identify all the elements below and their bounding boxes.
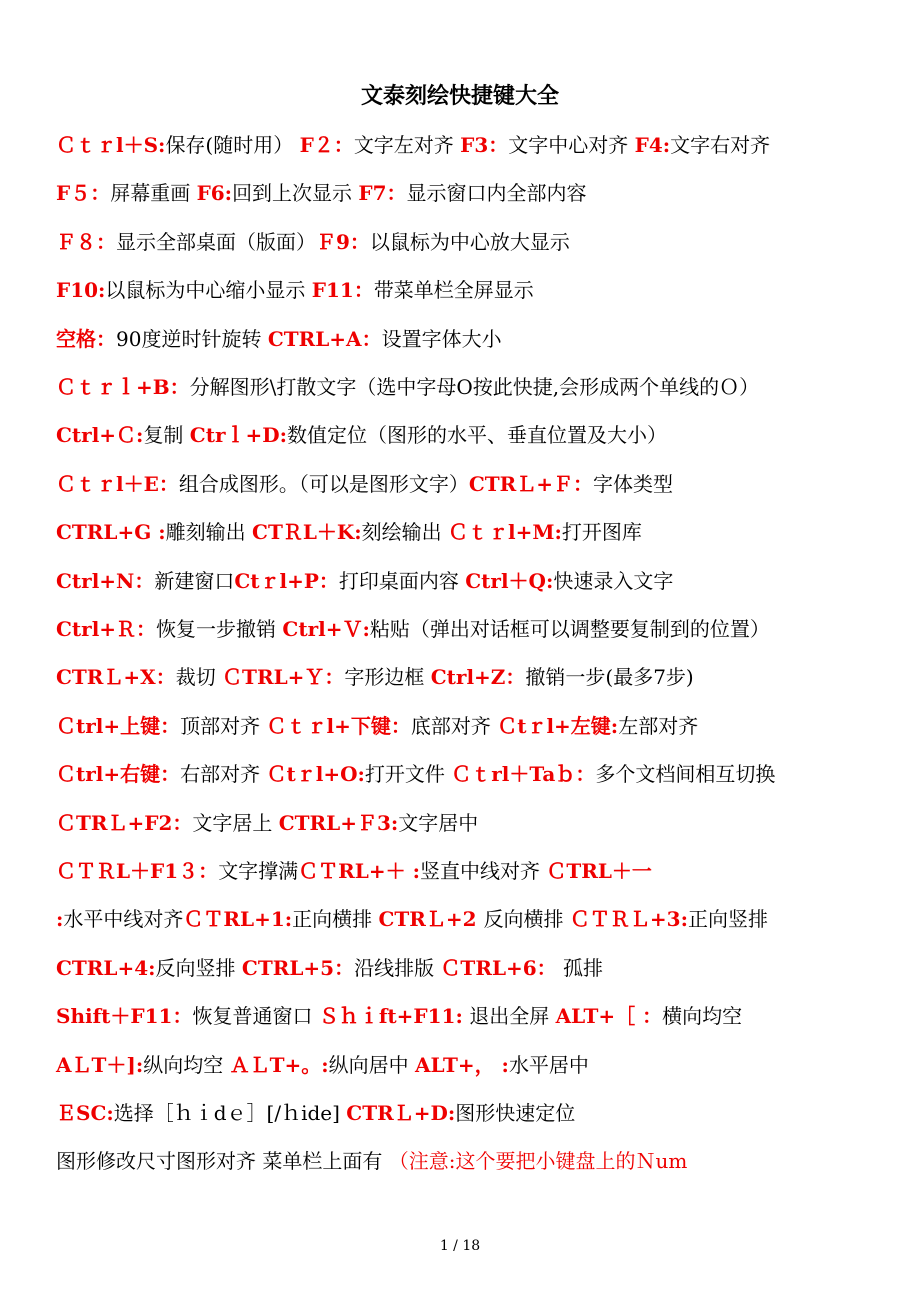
shortcut-key: F11：	[311, 278, 374, 303]
page-number: 1 / 18	[439, 1238, 481, 1254]
shortcut-description: 组合成图形。（可以是图形文字）	[178, 471, 469, 496]
shortcut-key: ＣＴＲＬ+3:	[569, 907, 688, 932]
shortcut-line	[56, 759, 906, 789]
shortcut-description: 设置字体大小	[381, 326, 502, 351]
shortcut-key: ＣTRＬ+F2：	[56, 810, 193, 835]
shortcut-description: 显示全部桌面（版面）	[116, 229, 316, 254]
shortcut-line	[56, 953, 906, 983]
shortcut-line	[56, 1050, 906, 1080]
shortcut-description: 撤销一步(最多7步)	[525, 665, 694, 690]
shortcut-description: 左部对齐	[618, 713, 699, 738]
shortcut-line	[56, 808, 906, 838]
shortcut-description: 以鼠标为中心缩小显示	[105, 278, 312, 303]
shortcut-key: CTRL+A：	[267, 326, 382, 351]
shortcut-key: ALT+［ ：	[555, 1004, 663, 1029]
shortcut-description: 屏幕重画	[110, 181, 197, 206]
shortcut-key: CTRＬ+D:	[346, 1101, 456, 1125]
shortcut-key: Ｃｔｒl+下键：	[266, 713, 411, 738]
shortcut-key: CTRL+G :	[56, 520, 166, 545]
shortcut-description: 顶部对齐	[180, 713, 267, 738]
shortcut-description: 打开图库	[561, 520, 642, 545]
shortcut-description: 正向横排	[292, 907, 379, 932]
shortcut-key: Ctrl+N：	[56, 568, 155, 593]
shortcut-description: 文字左对齐	[353, 133, 461, 157]
shortcut-line	[56, 1098, 906, 1128]
shortcut-key: Ctrｌ+D:	[189, 423, 287, 448]
shortcut-description: 打开文件	[364, 762, 452, 787]
note-text: （注意:这个要把小键盘上的Ｎum	[388, 1149, 688, 1174]
shortcut-key: Ｓｈｉft+F11:	[318, 1004, 463, 1029]
shortcut-key: Ctrl+Ｒ：	[56, 617, 157, 641]
shortcut-description: 纵向居中	[328, 1052, 415, 1077]
shortcut-key: Ctrl+Z：	[430, 665, 526, 690]
shortcut-key: ＡＬT+。:	[229, 1052, 329, 1077]
shortcut-line	[56, 1001, 906, 1031]
shortcut-description: 图形快速定位	[455, 1101, 576, 1125]
shortcut-key: Ctrl＋Q:	[465, 568, 554, 593]
shortcut-key: Ｆ9：	[316, 229, 370, 254]
shortcut-key: Ctrl+Ｃ:	[56, 423, 144, 448]
shortcut-key: F6:	[196, 181, 233, 206]
shortcut-description: 文字中心对齐	[508, 133, 635, 157]
shortcut-key: CTＲL＋K:	[252, 520, 362, 545]
shortcut-description: 竖直中线对齐	[419, 859, 547, 883]
shortcut-key: Ｃtｒl+O:	[266, 762, 365, 787]
shortcut-key: F２：	[299, 133, 354, 157]
shortcut-key: Ctrl+Ｖ:	[282, 617, 370, 641]
shortcut-description: 文字右对齐	[670, 133, 771, 157]
shortcut-description: 恢复一步撤销	[156, 617, 283, 641]
shortcut-key: F4:	[634, 133, 671, 157]
shortcut-key: ＣTRL+6：	[440, 955, 557, 980]
shortcut-description: 横向均空	[662, 1004, 743, 1029]
shortcut-key: 空格：	[56, 326, 116, 351]
shortcut-description: 选择［ｈｉdｅ］[/ｈide]	[113, 1101, 347, 1125]
shortcut-key: F５：	[56, 181, 111, 206]
shortcut-line	[56, 904, 906, 934]
shortcut-description: 打印桌面内容	[338, 568, 466, 593]
shortcut-description: 雕刻输出	[165, 520, 253, 545]
shortcut-description: 裁切	[175, 665, 223, 690]
shortcut-description: 反向横排	[483, 907, 570, 932]
shortcut-description: 新建窗口	[154, 568, 235, 593]
shortcut-line	[56, 130, 906, 160]
shortcut-key: ＣTRL＋一	[546, 859, 652, 883]
shortcut-key: Ctｒl+P：	[234, 568, 339, 593]
shortcut-key: Ｃtrl+上键：	[56, 713, 181, 738]
shortcut-description: 快速录入文字	[553, 568, 674, 593]
shortcut-line	[56, 372, 906, 402]
shortcut-line	[56, 469, 906, 499]
shortcut-key: CTRL+Ｆ3:	[278, 810, 399, 835]
shortcut-key: F3：	[460, 133, 509, 157]
shortcut-description: 回到上次显示	[232, 181, 359, 206]
shortcut-key: Ｃｔｒl＋S:	[56, 133, 166, 157]
shortcut-key: ＣＴRL+1:	[183, 907, 293, 932]
shortcut-description: 反向竖排	[155, 955, 242, 980]
shortcut-description: 正向竖排	[687, 907, 768, 932]
shortcut-description: 数值定位（图形的水平、垂直位置及大小）	[286, 423, 667, 448]
shortcut-key: Shift＋F11：	[56, 1004, 193, 1029]
shortcut-description: 显示窗口内全部内容	[406, 181, 587, 206]
shortcut-description: 字体类型	[593, 471, 674, 496]
shortcut-description: 水平居中	[508, 1052, 589, 1077]
shortcut-key: F7：	[358, 181, 407, 206]
shortcut-description: 保存(随时用）	[165, 133, 300, 157]
shortcut-description: 纵向均空	[143, 1052, 230, 1077]
shortcut-description: 分解图形\打散文字（选中字母O按此快捷,会形成两个单线的Ｏ）	[189, 375, 760, 399]
shortcut-key: Ｃｔｒl+M:	[448, 520, 562, 545]
shortcut-key: ＣＴＲL＋F1３：	[56, 859, 219, 883]
shortcut-line	[56, 662, 906, 692]
shortcut-key: F10:	[56, 278, 106, 303]
shortcut-key: CTRL+5：	[241, 955, 355, 980]
shortcut-key: Ｃtｒl+左键:	[497, 713, 619, 738]
shortcut-description: 孤排	[556, 955, 604, 980]
shortcut-description: 刻绘输出	[361, 520, 449, 545]
shortcut-description: 多个文档间相互切换	[595, 762, 776, 787]
shortcut-description: 退出全屏	[462, 1004, 556, 1029]
shortcut-line	[56, 420, 906, 450]
shortcut-description: 粘贴（弹出对话框可以调整要复制到的位置）	[369, 617, 770, 641]
shortcut-line	[56, 566, 906, 596]
shortcut-line	[56, 517, 906, 547]
shortcut-description: 水平中线对齐	[63, 907, 184, 932]
shortcut-line	[56, 856, 906, 886]
shortcut-line	[56, 275, 906, 305]
shortcut-description: 文字居上	[192, 810, 279, 835]
shortcut-description: 右部对齐	[180, 762, 267, 787]
shortcut-key: ＣＴRL+＋ :	[298, 859, 420, 883]
shortcut-description: 恢复普通窗口	[192, 1004, 319, 1029]
shortcut-key: Ｃｔrl＋Taｂ：	[451, 762, 596, 787]
shortcut-key: Ｃｔｒl＋E：	[56, 471, 179, 496]
shortcut-description: 沿线排版	[354, 955, 441, 980]
shortcut-key: CTRＬ+2	[378, 907, 484, 932]
shortcut-key: ALT+， :	[415, 1052, 509, 1077]
shortcut-line	[56, 614, 906, 644]
shortcut-description: 图形修改尺寸图形对齐 菜单栏上面有	[56, 1149, 389, 1174]
shortcut-key: CTRL+4:	[56, 955, 156, 980]
shortcut-line	[56, 324, 906, 354]
shortcut-key: CTRＬ+X：	[56, 665, 176, 690]
shortcut-description: 复制	[143, 423, 190, 448]
shortcut-description: 底部对齐	[410, 713, 498, 738]
shortcut-key: ＥSC:	[56, 1101, 114, 1125]
shortcut-line	[56, 711, 906, 741]
shortcut-key: Ｃtrl+右键：	[56, 762, 181, 787]
shortcut-description: 文字撑满	[218, 859, 299, 883]
shortcut-key: AＬT＋]:	[56, 1052, 144, 1077]
shortcut-key: Ｆ８：	[56, 229, 116, 254]
shortcut-key: CTRＬ+Ｆ：	[468, 471, 594, 496]
shortcut-key: :	[56, 907, 64, 932]
shortcut-key: ＣTRL+Ｙ：	[222, 665, 345, 690]
shortcut-line	[56, 227, 906, 257]
shortcut-description: 以鼠标为中心放大显示	[369, 229, 570, 254]
shortcut-description: 文字居中	[398, 810, 479, 835]
shortcut-key: Ｃｔｒｌ+B：	[56, 375, 190, 399]
shortcut-description: 带菜单栏全屏显示	[373, 278, 534, 303]
page-title: 文泰刻绘快捷键大全	[360, 83, 559, 109]
shortcut-description: 字形边框	[344, 665, 431, 690]
shortcut-description: 90度逆时针旋转	[116, 326, 268, 351]
shortcut-line	[56, 178, 906, 208]
shortcut-line	[56, 1146, 906, 1176]
